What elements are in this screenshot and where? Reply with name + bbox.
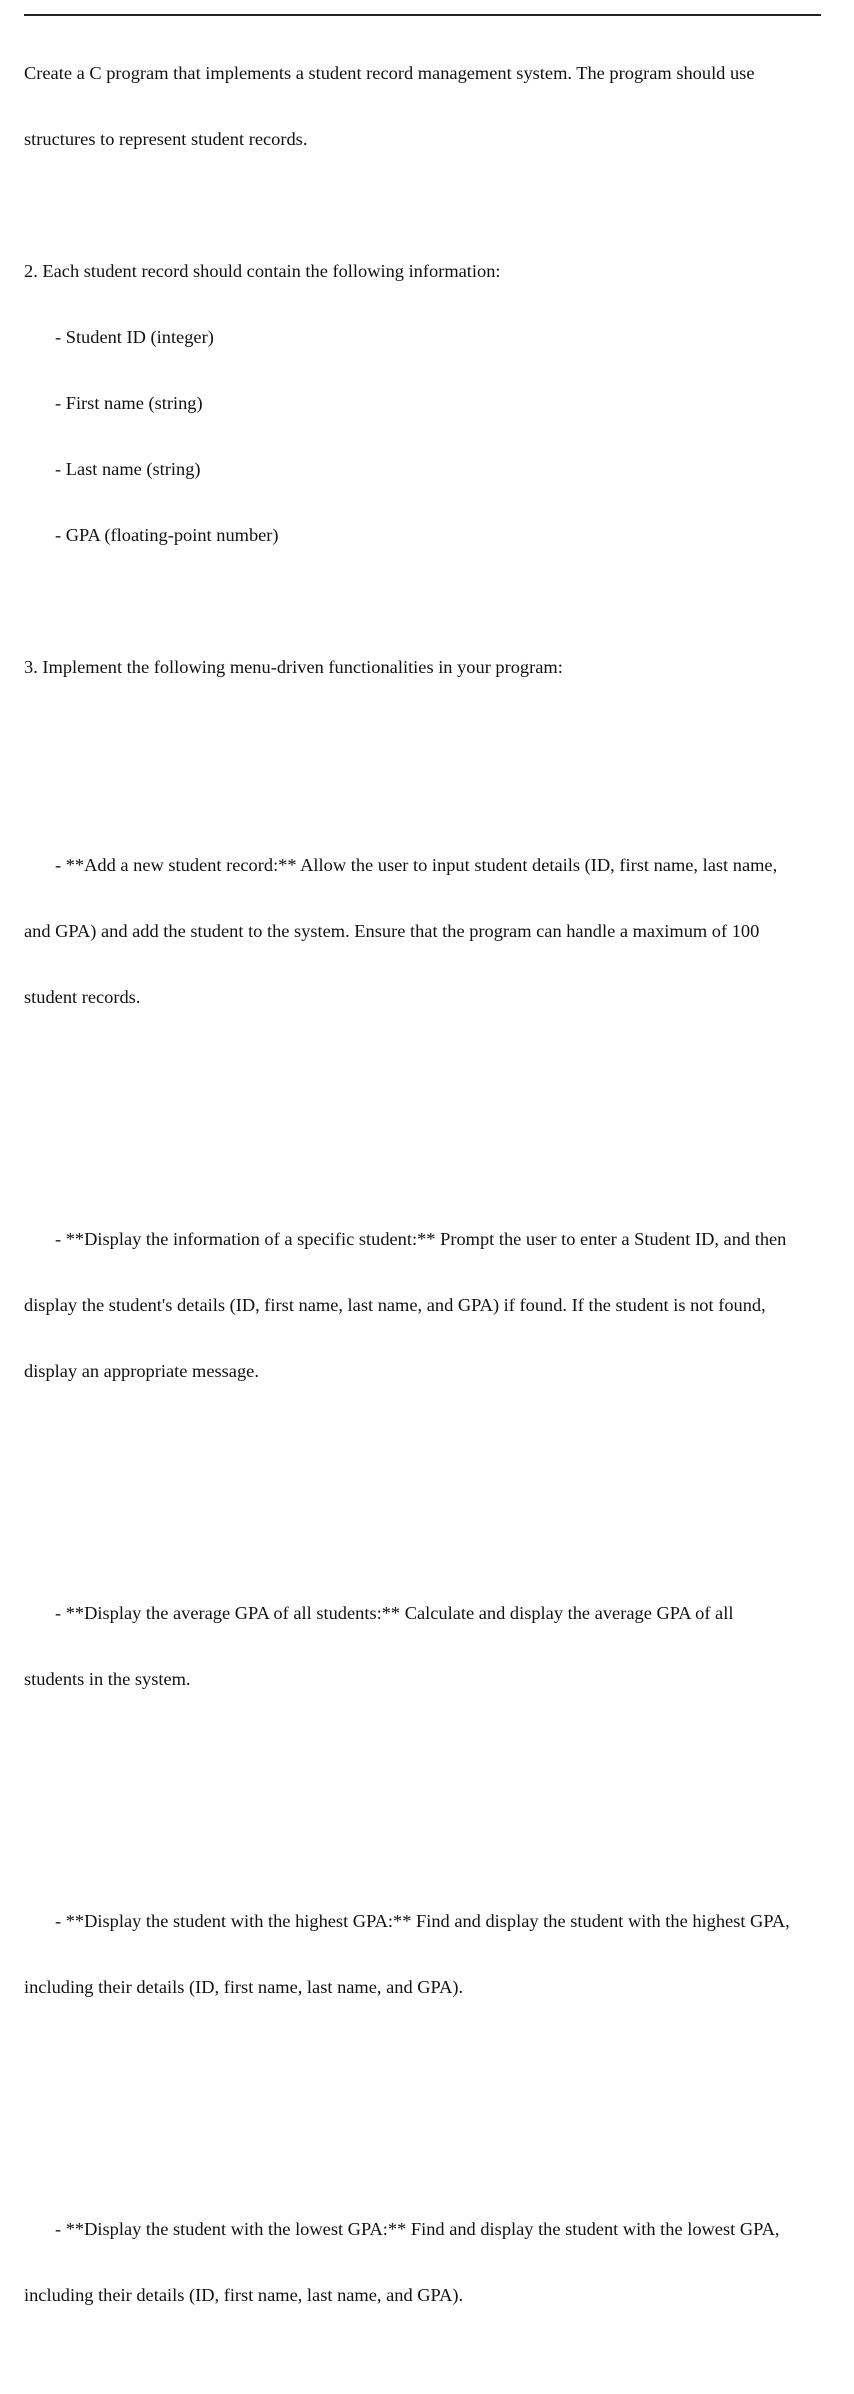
field-item: - Last name (string) xyxy=(55,459,201,479)
section-3-heading: 3. Implement the following menu-driven functionalities in your program: xyxy=(24,657,563,677)
item-line: - **Display the information of a specific student:** Prompt the user to enter a Student ID, and then xyxy=(55,1229,787,1249)
item-line: including their details (ID, first name, last name, and GPA). xyxy=(24,2285,464,2305)
intro-paragraph xyxy=(24,18,821,194)
section-2-heading: 2. Each student record should contain the following information: xyxy=(24,261,501,281)
item-line: - **Display the average GPA of all students:** Calculate and display the average GPA of all xyxy=(55,1603,734,1623)
item-line: - **Display the student with the highest GPA:** Find and display the student with the highest GPA, xyxy=(55,1911,790,1931)
functionality-item-average-gpa xyxy=(24,1558,821,1734)
item-line: - **Display the student with the lowest GPA:** Find and display the student with the lowest GPA, xyxy=(55,2219,780,2239)
field-item: - First name (string) xyxy=(55,393,203,413)
functionality-item-add xyxy=(24,810,821,1052)
functionality-item-highest-gpa xyxy=(24,1866,821,2042)
item-line: including their details (ID, first name, last name, and GPA). xyxy=(24,1977,464,1997)
intro-line: Create a C program that implements a student record management system. The program should use xyxy=(24,63,755,83)
functionality-item-display-specific xyxy=(24,1184,821,1426)
item-line: student records. xyxy=(24,987,141,1007)
functionality-item-lowest-gpa xyxy=(24,2174,821,2350)
field-item: - GPA (floating-point number) xyxy=(55,525,279,545)
item-line: display the student's details (ID, first name, last name, and GPA) if found. If the student is not found, xyxy=(24,1295,766,1315)
field-item: - Student ID (integer) xyxy=(55,327,214,347)
item-line: - **Add a new student record:** Allow the user to input student details (ID, first name, last name, xyxy=(55,855,778,875)
top-rule xyxy=(24,14,821,16)
document xyxy=(24,14,821,2394)
intro-line: structures to represent student records. xyxy=(24,129,308,149)
section-3 xyxy=(24,612,821,2394)
item-line: students in the system. xyxy=(24,1669,191,1689)
item-line: and GPA) and add the student to the system. Ensure that the program can handle a maximum of 100 xyxy=(24,921,760,941)
section-2 xyxy=(24,216,821,590)
item-line: display an appropriate message. xyxy=(24,1361,259,1381)
